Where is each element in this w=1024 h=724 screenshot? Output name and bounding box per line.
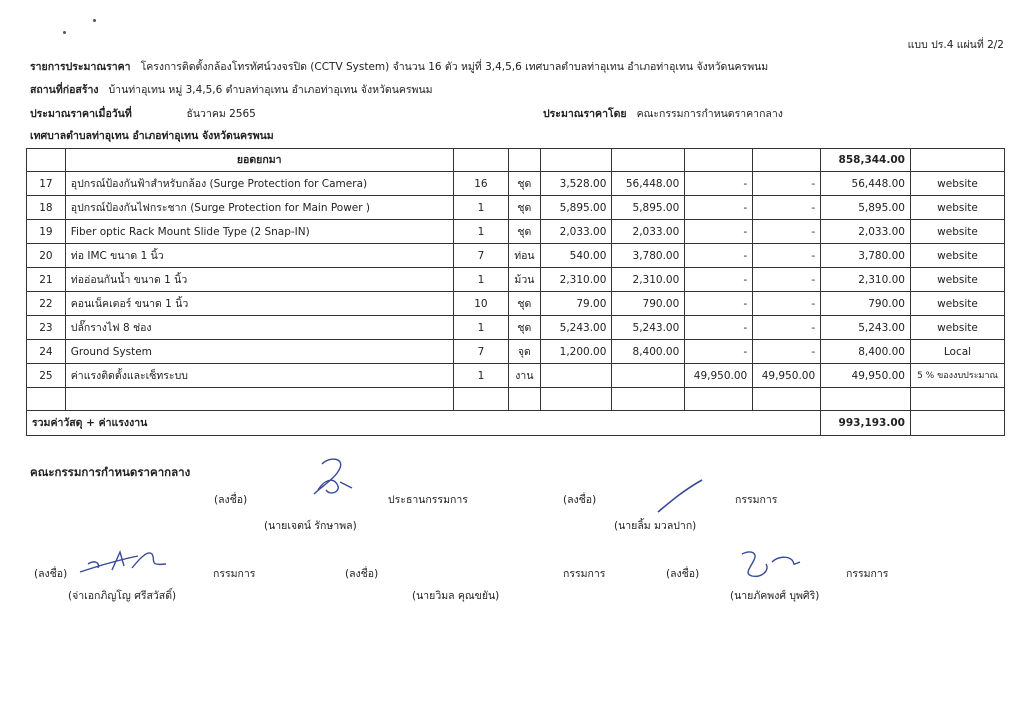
labor-unit-price: - xyxy=(685,316,753,340)
item-unit: จุด xyxy=(509,340,540,364)
item-number: 18 xyxy=(27,196,66,220)
item-number: 17 xyxy=(27,172,66,196)
item-note: website xyxy=(910,292,1004,316)
price-table xyxy=(26,148,1005,436)
item-quantity: 7 xyxy=(453,340,509,364)
item-description: Ground System xyxy=(65,340,453,364)
item-unit: งาน xyxy=(509,364,540,388)
committee-title: คณะกรรมการกำหนดราคากลาง xyxy=(30,465,191,479)
cell xyxy=(27,149,66,172)
project-line xyxy=(30,58,768,75)
table-row xyxy=(27,316,1005,340)
item-number: 23 xyxy=(27,316,66,340)
item-rows xyxy=(27,172,1005,388)
item-unit: ชุด xyxy=(509,292,540,316)
chair-role: ประธานกรรมการ xyxy=(388,494,468,506)
labor-amount: - xyxy=(753,340,821,364)
item-unit: ชุด xyxy=(509,220,540,244)
estimated-by-text: คณะกรรมการกำหนดราคากลาง xyxy=(636,108,783,120)
scan-mark xyxy=(93,19,96,22)
labor-amount: - xyxy=(753,268,821,292)
labor-unit-price: - xyxy=(685,340,753,364)
estimated-by-line xyxy=(543,105,783,122)
material-unit-price: 3,528.00 xyxy=(540,172,612,196)
item-total: 790.00 xyxy=(821,292,911,316)
labor-unit-price: - xyxy=(685,292,753,316)
date-line xyxy=(30,105,256,122)
table-row xyxy=(27,172,1005,196)
item-note: Local xyxy=(910,340,1004,364)
site-label: สถานที่ก่อสร้าง xyxy=(30,84,99,96)
carry-forward-row xyxy=(27,149,1005,172)
item-number: 25 xyxy=(27,364,66,388)
sign-label: (ลงชื่อ) xyxy=(666,568,700,580)
item-note: website xyxy=(910,220,1004,244)
chair-signature xyxy=(300,452,360,502)
item-total: 5,243.00 xyxy=(821,316,911,340)
member4-signature xyxy=(736,548,806,580)
project-label: รายการประมาณราคา xyxy=(30,61,131,73)
item-description: ค่าแรงติดตั้งและเซ็ทระบบ xyxy=(65,364,453,388)
carry-forward-total: 858,344.00 xyxy=(821,149,911,172)
material-amount: 790.00 xyxy=(612,292,685,316)
table-row xyxy=(27,196,1005,220)
item-total: 56,448.00 xyxy=(821,172,911,196)
labor-amount: - xyxy=(753,292,821,316)
item-note: website xyxy=(910,316,1004,340)
item-quantity: 1 xyxy=(453,220,509,244)
item-number: 19 xyxy=(27,220,66,244)
item-quantity: 1 xyxy=(453,364,509,388)
form-reference: แบบ ปร.4 แผ่นที่ 2/2 xyxy=(907,39,1004,51)
item-note: website xyxy=(910,196,1004,220)
table-row xyxy=(27,268,1005,292)
chair-name: (นายเจตน์ รักษาพล) xyxy=(264,520,357,532)
member2-name: (จ่าเอกภิญโญ ศรีสวัสดิ์) xyxy=(68,590,177,602)
scan-mark xyxy=(63,31,66,34)
sign-label: (ลงชื่อ) xyxy=(345,568,379,580)
item-description: อุปกรณ์ป้องกันไฟกระชาก (Surge Protection for Main Power ) xyxy=(65,196,453,220)
item-unit: ท่อน xyxy=(509,244,540,268)
material-amount: 5,243.00 xyxy=(612,316,685,340)
member1-role: กรรมการ xyxy=(735,494,778,506)
labor-amount: - xyxy=(753,220,821,244)
table-row xyxy=(27,340,1005,364)
item-unit: ชุด xyxy=(509,316,540,340)
labor-unit-price: - xyxy=(685,172,753,196)
member2-signature xyxy=(78,544,170,578)
material-amount: 3,780.00 xyxy=(612,244,685,268)
labor-unit-price: - xyxy=(685,220,753,244)
grand-total-value: 993,193.00 xyxy=(821,411,911,436)
sign-label: (ลงชื่อ) xyxy=(34,568,68,580)
labor-amount: - xyxy=(753,316,821,340)
item-number: 20 xyxy=(27,244,66,268)
table-row xyxy=(27,364,1005,388)
item-note: website xyxy=(910,172,1004,196)
item-description: ท่ออ่อนกันน้ำ ขนาด 1 นิ้ว xyxy=(65,268,453,292)
date-label: ประมาณราคาเมื่อวันที่ xyxy=(30,108,132,120)
material-unit-price: 540.00 xyxy=(540,244,612,268)
labor-amount: - xyxy=(753,244,821,268)
item-total: 3,780.00 xyxy=(821,244,911,268)
organization-line: เทศบาลตำบลท่าอุเทน อำเภอท่าอุเทน จังหวัดนครพนม xyxy=(30,130,274,142)
labor-unit-price: - xyxy=(685,196,753,220)
labor-amount: - xyxy=(753,196,821,220)
date-text: ธันวาคม 2565 xyxy=(186,108,256,120)
item-description: อุปกรณ์ป้องกันฟ้าสำหรับกล้อง (Surge Protection for Camera) xyxy=(65,172,453,196)
item-description: Fiber optic Rack Mount Slide Type (2 Snap-IN) xyxy=(65,220,453,244)
project-text: โครงการติดตั้งกล้องโทรทัศน์วงจรปิด (CCTV System) จำนวน 16 ตัว หมู่ที่ 3,4,5,6 เทศบาลตำบลท่าอุเทน อำเภอท่าอุเทน จังหวัดนครพนม xyxy=(140,61,769,73)
item-quantity: 1 xyxy=(453,196,509,220)
material-unit-price xyxy=(540,364,612,388)
material-amount xyxy=(612,364,685,388)
member3-name: (นายวิมล คุณขยัน) xyxy=(412,590,500,602)
item-number: 24 xyxy=(27,340,66,364)
material-amount: 56,448.00 xyxy=(612,172,685,196)
table-row xyxy=(27,292,1005,316)
labor-unit-price: 49,950.00 xyxy=(685,364,753,388)
estimated-by-label: ประมาณราคาโดย xyxy=(543,108,627,120)
member4-role: กรรมการ xyxy=(846,568,889,580)
item-note: website xyxy=(910,244,1004,268)
sign-label: (ลงชื่อ) xyxy=(214,494,248,506)
sign-label: (ลงชื่อ) xyxy=(563,494,597,506)
item-number: 22 xyxy=(27,292,66,316)
item-note: 5 % ของงบประมาณ xyxy=(910,364,1004,388)
member2-role: กรรมการ xyxy=(213,568,256,580)
item-quantity: 1 xyxy=(453,316,509,340)
member3-role: กรรมการ xyxy=(563,568,606,580)
site-text: บ้านท่าอุเทน หมู่ 3,4,5,6 ตำบลท่าอุเทน อำเภอท่าอุเทน จังหวัดนครพนม xyxy=(108,84,433,96)
labor-unit-price: - xyxy=(685,244,753,268)
grand-total-row xyxy=(27,411,1005,436)
material-amount: 5,895.00 xyxy=(612,196,685,220)
item-unit: ม้วน xyxy=(509,268,540,292)
item-quantity: 16 xyxy=(453,172,509,196)
material-unit-price: 5,895.00 xyxy=(540,196,612,220)
site-line xyxy=(30,81,433,98)
labor-unit-price: - xyxy=(685,268,753,292)
member4-name: (นายภัคพงศ์ บุพศิริ) xyxy=(730,590,820,602)
item-total: 8,400.00 xyxy=(821,340,911,364)
material-amount: 2,310.00 xyxy=(612,268,685,292)
labor-amount: - xyxy=(753,172,821,196)
item-quantity: 10 xyxy=(453,292,509,316)
table-row xyxy=(27,220,1005,244)
item-unit: ชุด xyxy=(509,172,540,196)
grand-total-label: รวมค่าวัสดุ + ค่าแรงงาน xyxy=(27,411,821,436)
material-unit-price: 79.00 xyxy=(540,292,612,316)
item-number: 21 xyxy=(27,268,66,292)
item-total: 2,033.00 xyxy=(821,220,911,244)
item-description: ปลั๊กรางไฟ 8 ช่อง xyxy=(65,316,453,340)
carry-forward-label: ยอดยกมา xyxy=(65,149,453,172)
item-total: 5,895.00 xyxy=(821,196,911,220)
item-description: ท่อ IMC ขนาด 1 นิ้ว xyxy=(65,244,453,268)
material-amount: 2,033.00 xyxy=(612,220,685,244)
blank-row xyxy=(27,388,1005,411)
material-unit-price: 2,310.00 xyxy=(540,268,612,292)
item-quantity: 1 xyxy=(453,268,509,292)
item-total: 2,310.00 xyxy=(821,268,911,292)
item-total: 49,950.00 xyxy=(821,364,911,388)
item-description: คอนเน็คเตอร์ ขนาด 1 นิ้ว xyxy=(65,292,453,316)
material-unit-price: 2,033.00 xyxy=(540,220,612,244)
item-unit: ชุด xyxy=(509,196,540,220)
member1-name: (นายลิ้ม มวลปาก) xyxy=(614,520,697,532)
item-note: website xyxy=(910,268,1004,292)
material-unit-price: 5,243.00 xyxy=(540,316,612,340)
member1-signature xyxy=(650,476,706,516)
item-quantity: 7 xyxy=(453,244,509,268)
material-amount: 8,400.00 xyxy=(612,340,685,364)
material-unit-price: 1,200.00 xyxy=(540,340,612,364)
table-row xyxy=(27,244,1005,268)
labor-amount: 49,950.00 xyxy=(753,364,821,388)
